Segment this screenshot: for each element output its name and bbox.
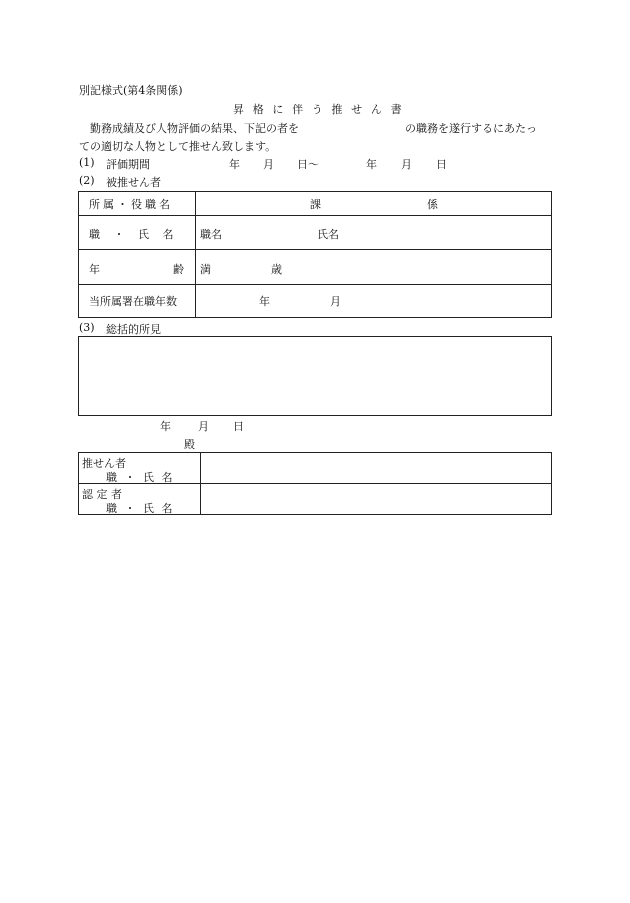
date-day[interactable]: 日 (233, 420, 244, 433)
affiliation-section[interactable]: 課 (310, 198, 321, 211)
age-label-part2: 齢 (173, 263, 184, 276)
certifier-position-name-label: 職 ・ 氏 名 (106, 502, 175, 515)
tenure-months[interactable]: 月 (330, 295, 341, 308)
document-title: 昇 格 に 伴 う 推 せ ん 書 (233, 103, 405, 116)
period-end-year: 年 (366, 158, 377, 171)
section3-label: 総括的所見 (106, 323, 161, 336)
period-end-month: 月 (401, 158, 412, 171)
period-start-year: 年 (229, 158, 240, 171)
section1-label: 評価期間 (106, 158, 150, 171)
name-field[interactable]: 氏名 (317, 228, 339, 241)
row-divider (78, 249, 551, 250)
tenure-label: 当所属署在職年数 (89, 295, 177, 308)
period-start-month: 月 (263, 158, 274, 171)
age-prefix: 満 (200, 263, 211, 276)
age-unit[interactable]: 歳 (271, 263, 282, 276)
row-divider (78, 215, 551, 216)
period-start-day: 日〜 (297, 158, 319, 171)
certifier-title: 認 定 者 (82, 488, 122, 501)
date-year[interactable]: 年 (160, 420, 171, 433)
tenure-years[interactable]: 年 (259, 295, 270, 308)
position-name-label: 職 ・ 氏 名 (89, 228, 179, 241)
recommender-title: 推せん者 (82, 457, 126, 470)
position-field[interactable]: 職名 (200, 228, 222, 241)
age-label-part1: 年 (89, 263, 100, 276)
date-month[interactable]: 月 (198, 420, 209, 433)
section3-number: (3) (79, 321, 95, 334)
intro-line2: ての適切な人物として推せん致します。 (79, 140, 277, 153)
affiliation-subsection[interactable]: 係 (427, 198, 438, 211)
period-end-day: 日 (436, 158, 447, 171)
intro-line1-part2: の職務を遂行するにあたっ (405, 122, 537, 135)
form-header: 別記様式(第4条関係) (79, 84, 183, 97)
row-divider (78, 284, 551, 285)
column-divider (200, 452, 201, 514)
section2-label: 被推せん者 (106, 176, 161, 189)
recommender-position-name-label: 職 ・ 氏 名 (106, 471, 175, 484)
affiliation-label: 所属・役職名 (89, 198, 173, 211)
intro-line1-part1: 勤務成績及び人物評価の結果、下記の者を (90, 122, 299, 135)
section2-number: (2) (79, 174, 95, 187)
overall-findings-box[interactable] (78, 336, 552, 416)
column-divider (195, 191, 196, 317)
addressee-suffix: 殿 (184, 438, 195, 451)
section1-number: (1) (79, 156, 95, 169)
